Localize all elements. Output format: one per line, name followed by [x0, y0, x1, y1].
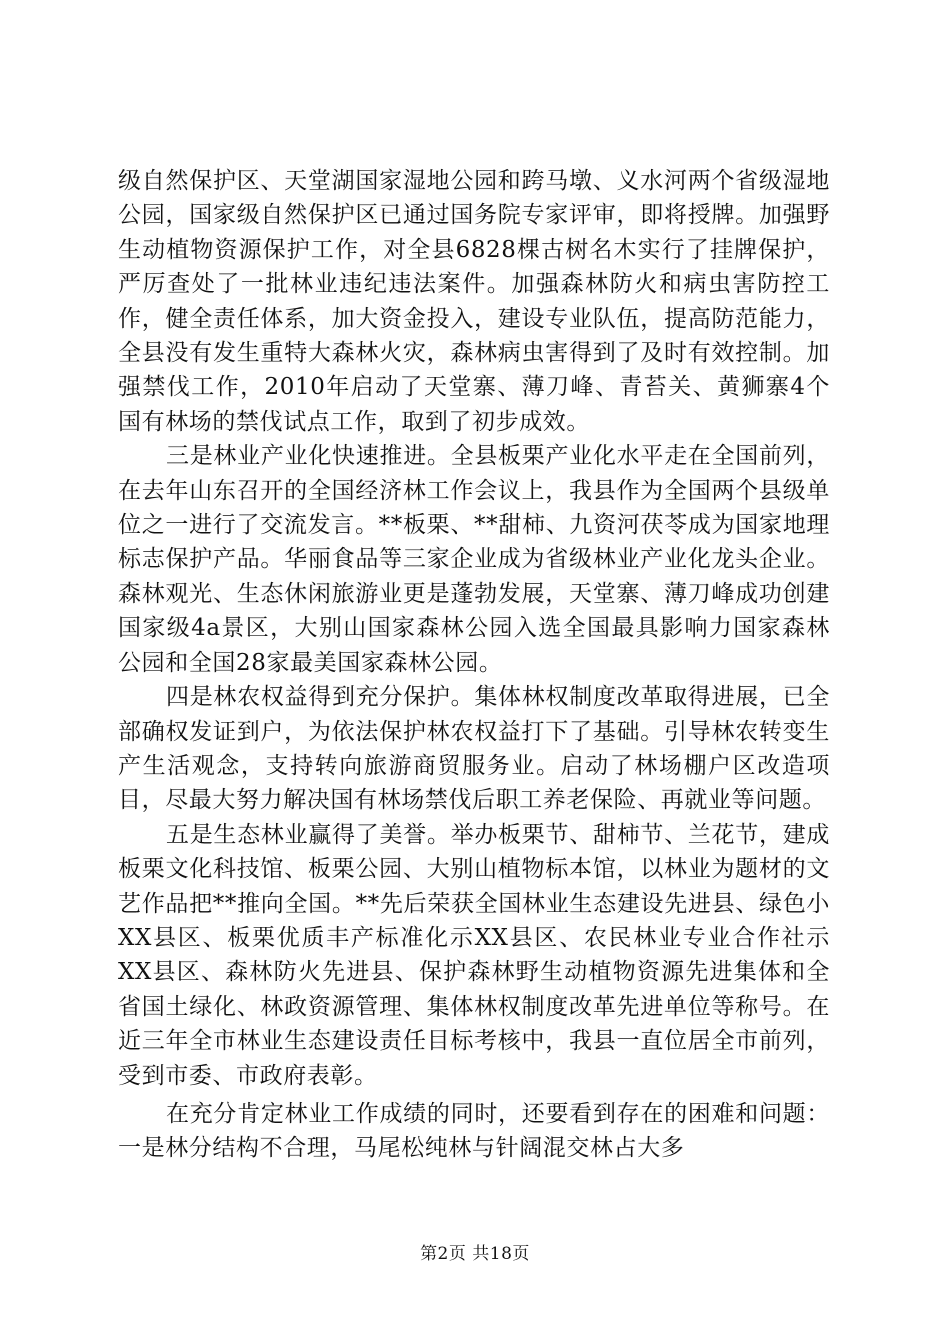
- document-body: [118, 164, 830, 1166]
- paragraph-farmer-rights: 四是林农权益得到充分保护。集体林权制度改革取得进展，已全部确权发证到户，为依法保护林农权益打下了基础。引导林农转变生产生活观念，支持转向旅游商贸服务业。启动了林场棚户区改造项目，尽最大努力解决国有林场禁伐后职工养老保险、再就业等问题。: [118, 684, 830, 814]
- paragraph-continuation: 级自然保护区、天堂湖国家湿地公园和跨马墩、义水河两个省级湿地公园，国家级自然保护区已通过国务院专家评审，即将授牌。加强野生动植物资源保护工作，对全县6828棵古树名木实行了挂牌保护，严厉查处了一批林业违纪违法案件。加强森林防火和病虫害防控工作，健全责任体系，加大资金投入，建设专业队伍，提高防范能力，全县没有发生重特大森林火灾，森林病虫害得到了及时有效控制。加强禁伐工作，2010年启动了天堂寨、薄刀峰、青苔关、黄狮寨4个国有林场的禁伐试点工作，取到了初步成效。: [118, 168, 830, 435]
- page-footer: 第2页 共18页: [420, 1244, 530, 1264]
- paragraph-industrialization: 三是林业产业化快速推进。全县板栗产业化水平走在全国前列，在去年山东召开的全国经济林工作会议上，我县作为全国两个县级单位之一进行了交流发言。**板栗、**甜柿、九资河茯苓成为国家地理标志保护产品。华丽食品等三家企业成为省级林业产业化龙头企业。森林观光、生态休闲旅游业更是蓬勃发展，天堂寨、薄刀峰成功创建国家级4a景区，大别山国家森林公园入选全国最具影响力国家森林公园和全国28家最美国家森林公园。: [118, 443, 830, 676]
- paragraph-ecological-forestry: 五是生态林业赢得了美誉。举办板栗节、甜柿节、兰花节，建成板栗文化科技馆、板栗公园、大别山植物标本馆，以林业为题材的文艺作品把**推向全国。**先后荣获全国林业生态建设先进县、绿色小XX县区、板栗优质丰产标准化示XX县区、农民林业专业合作社示XX县区、森林防火先进县、保护森林野生动植物资源先进集体和全省国土绿化、林政资源管理、集体林权制度改革先进单位等称号。在近三年全市林业生态建设责任目标考核中，我县一直位居全市前列，受到市委、市政府表彰。: [118, 821, 830, 1089]
- paragraph-problems: 在充分肯定林业工作成绩的同时，还要看到存在的困难和问题：一是林分结构不合理，马尾松纯林与针阔混交林占大多: [118, 1100, 830, 1162]
